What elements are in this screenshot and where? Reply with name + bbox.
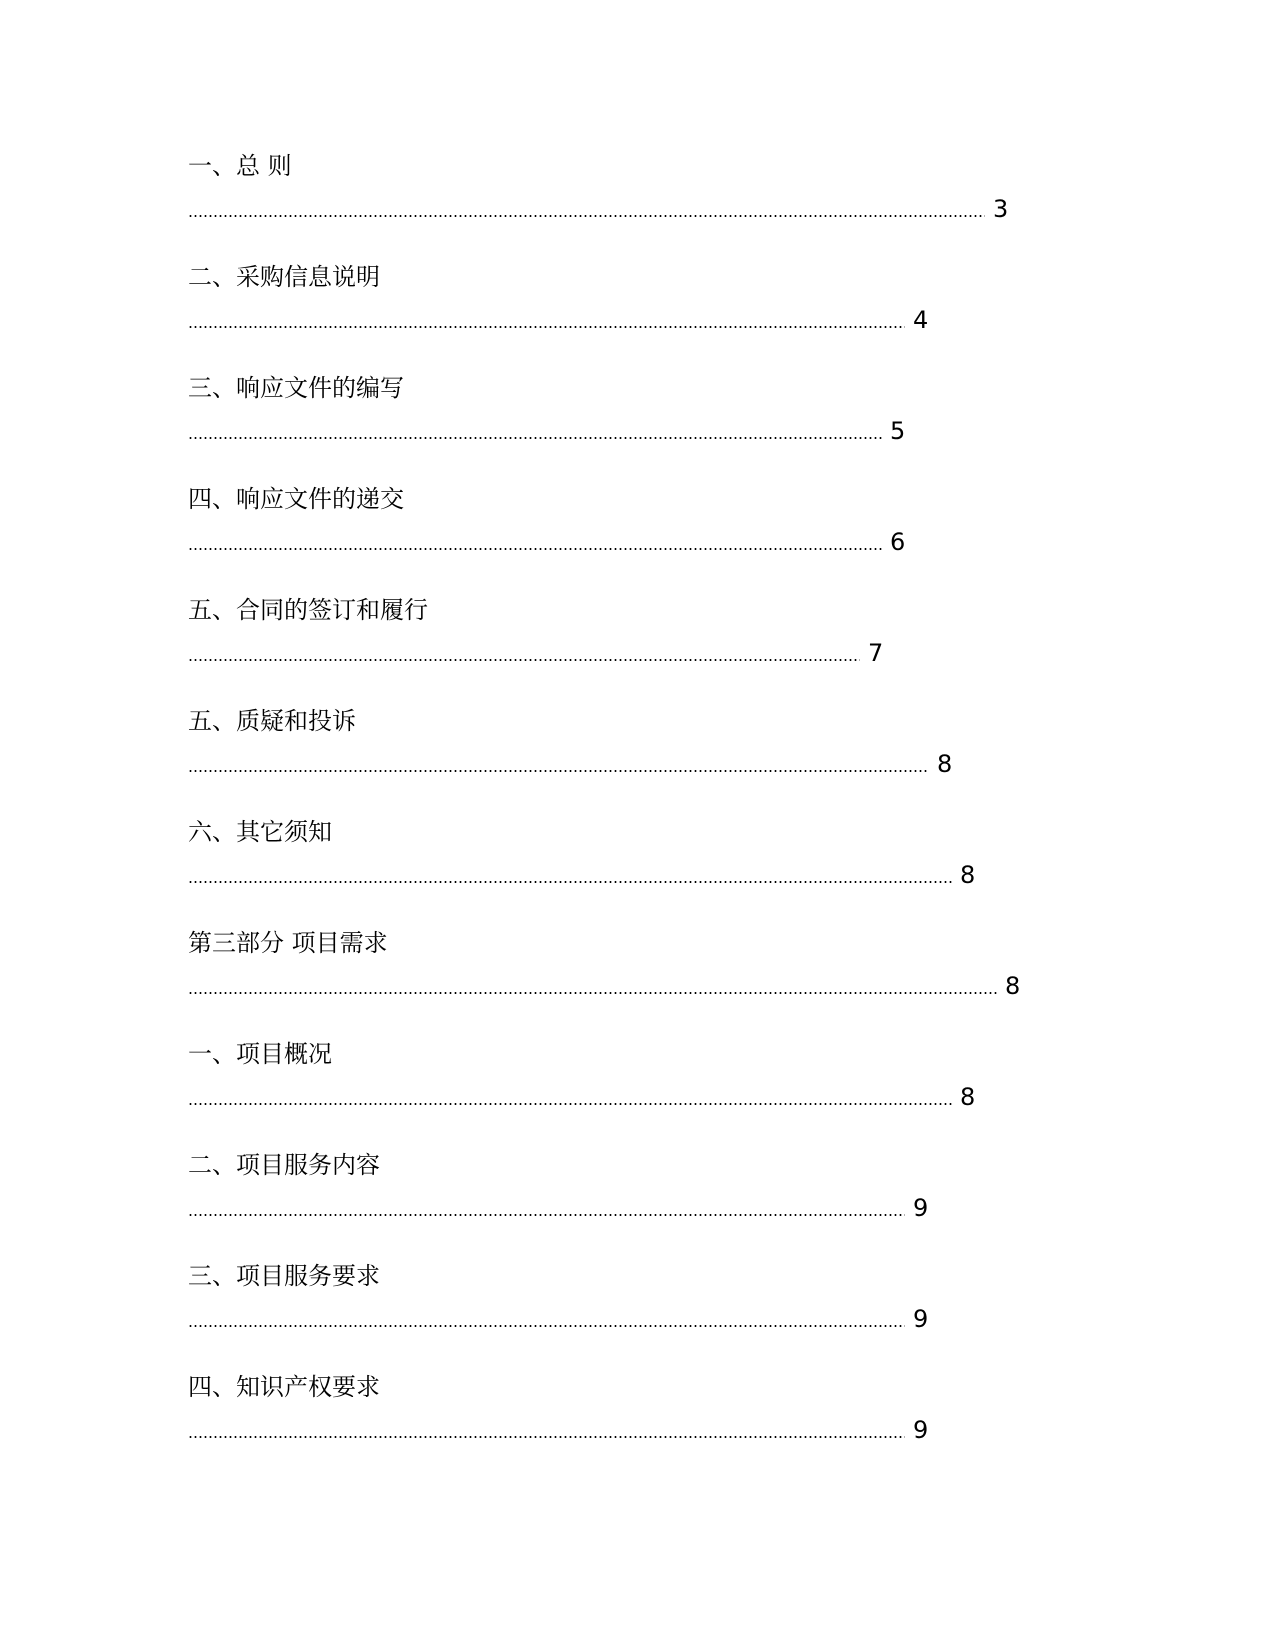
toc-entry[interactable]	[188, 261, 1088, 372]
toc-entry[interactable]	[188, 816, 1088, 927]
toc-entry-title: 五、合同的签订和履行	[188, 596, 428, 624]
toc-entry-title: 三、项目服务要求	[188, 1262, 380, 1290]
toc-dot-leader	[188, 526, 882, 558]
toc-dot-leader	[188, 415, 882, 447]
toc-dot-leader	[188, 1414, 905, 1446]
toc-entry-title: 三、响应文件的编写	[188, 374, 404, 402]
toc-dot-leader	[188, 859, 952, 891]
toc-entry-title: 四、响应文件的递交	[188, 485, 404, 513]
toc-entry-title: 一、项目概况	[188, 1040, 332, 1068]
toc-page-number: 4	[913, 306, 929, 334]
toc-dot-leader	[188, 748, 929, 780]
toc-page-number: 5	[890, 417, 906, 445]
toc-dot-leader	[188, 970, 997, 1002]
toc-dot-leader	[188, 1192, 905, 1224]
toc-entry[interactable]	[188, 483, 1088, 594]
toc-entry-title: 二、采购信息说明	[188, 263, 380, 291]
toc-entry-title: 一、总 则	[188, 152, 292, 180]
toc-entry[interactable]	[188, 1371, 1088, 1482]
toc-entry[interactable]	[188, 927, 1088, 1038]
toc-page-number: 8	[960, 861, 976, 889]
toc-dot-leader	[188, 637, 860, 669]
toc-entry-title: 第三部分 项目需求	[188, 929, 388, 957]
toc-entry[interactable]	[188, 372, 1088, 483]
toc-entry[interactable]	[188, 594, 1088, 705]
toc-entry[interactable]	[188, 1038, 1088, 1149]
toc-entry[interactable]	[188, 150, 1088, 261]
toc-dot-leader	[188, 193, 985, 225]
toc-entry-title: 二、项目服务内容	[188, 1151, 380, 1179]
toc-page-number: 3	[993, 195, 1009, 223]
toc-page-number: 9	[913, 1305, 929, 1333]
toc-entry[interactable]	[188, 1149, 1088, 1260]
toc-page-number: 7	[868, 639, 884, 667]
toc-page-number: 8	[960, 1083, 976, 1111]
toc-entry[interactable]	[188, 705, 1088, 816]
toc-dot-leader	[188, 1081, 952, 1113]
toc-page-number: 8	[937, 750, 953, 778]
toc-page-number: 8	[1005, 972, 1021, 1000]
toc-dot-leader	[188, 1303, 905, 1335]
toc-entry-title: 四、知识产权要求	[188, 1373, 380, 1401]
toc-page-number: 6	[890, 528, 906, 556]
toc-entry-title: 五、质疑和投诉	[188, 707, 356, 735]
toc-entry-title: 六、其它须知	[188, 818, 332, 846]
toc-page-number: 9	[913, 1194, 929, 1222]
toc-entry[interactable]	[188, 1260, 1088, 1371]
toc-dot-leader	[188, 304, 905, 336]
table-of-contents	[188, 150, 1088, 1482]
toc-page-number: 9	[913, 1416, 929, 1444]
